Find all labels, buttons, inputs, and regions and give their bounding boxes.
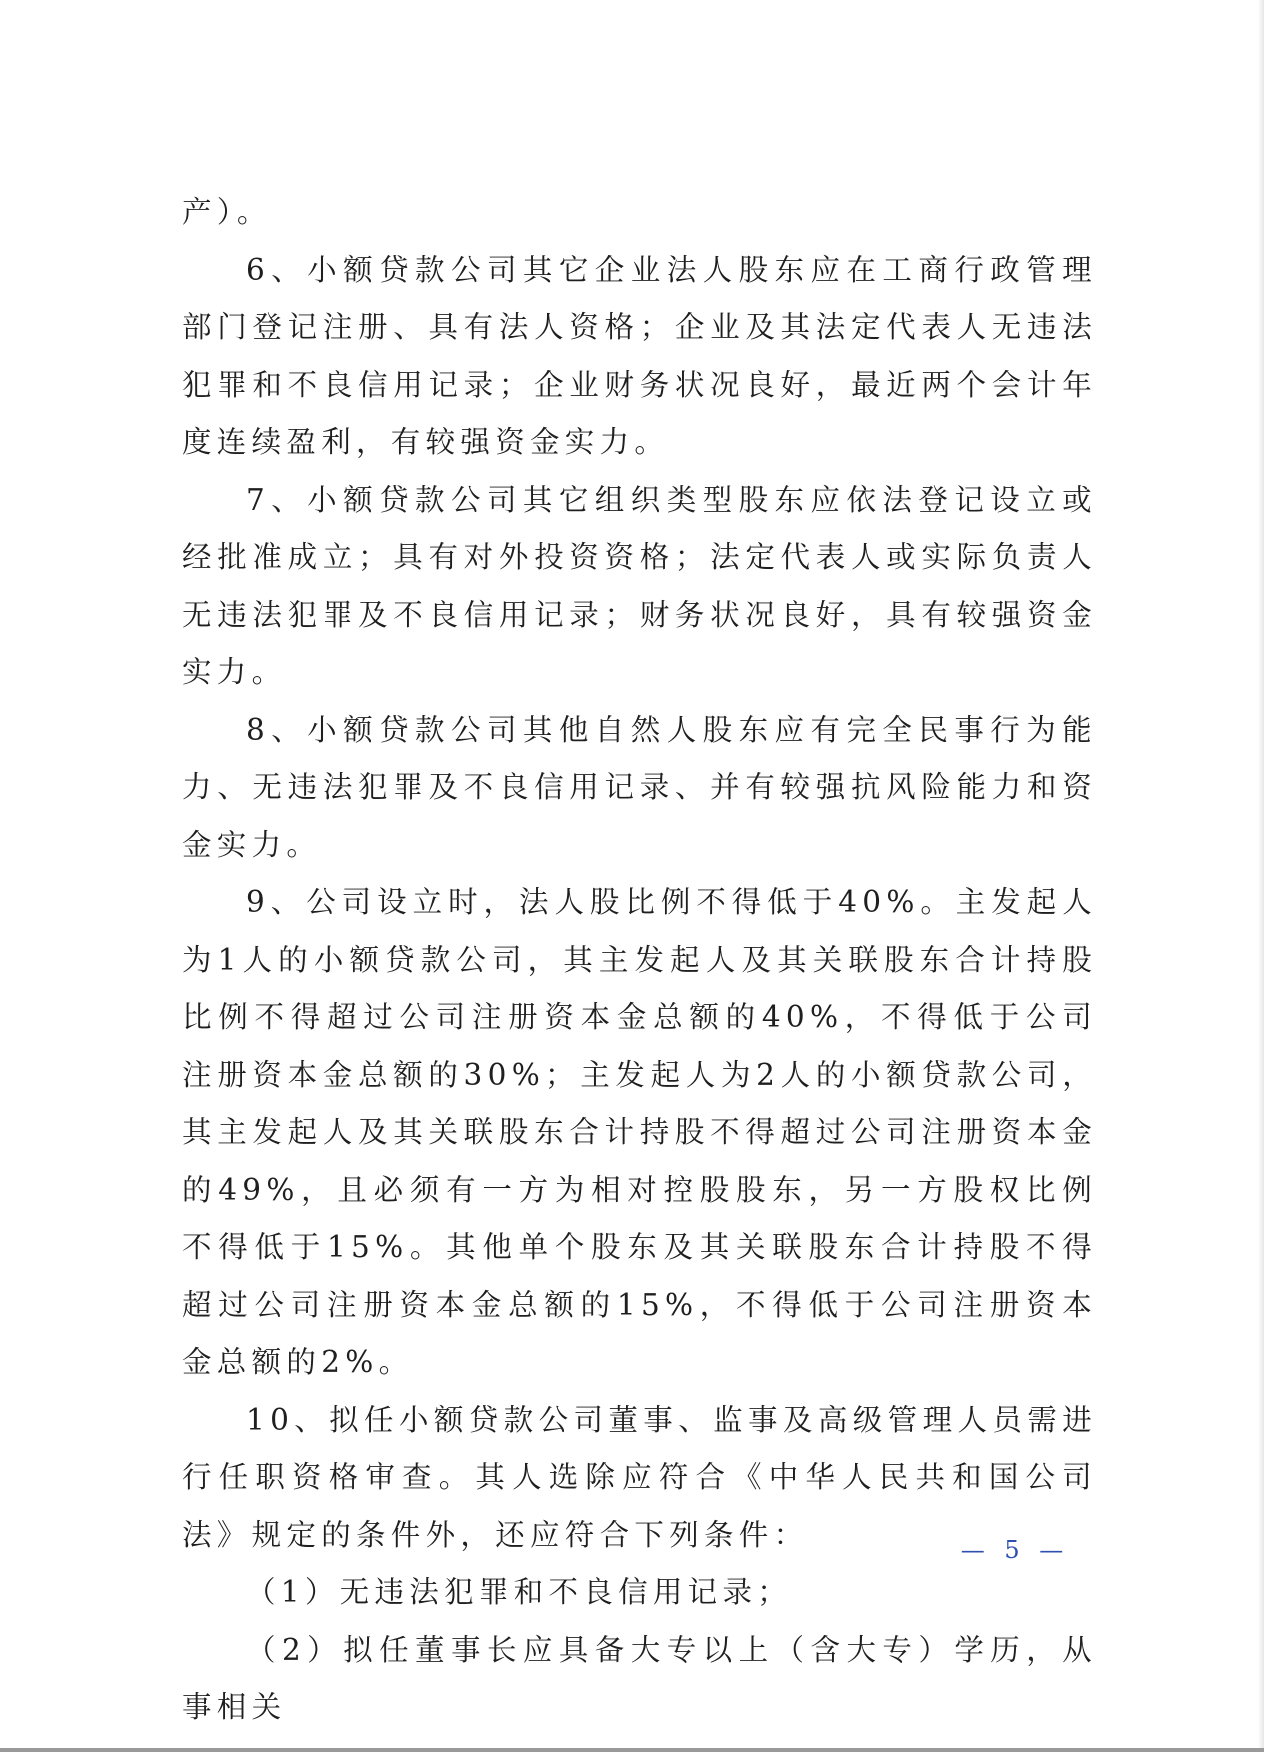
- sub-item-1: （1）无违法犯罪和不良信用记录；: [246, 1575, 793, 1609]
- paragraph-item-9: 9、公司设立时，法人股比例不得低于40%。主发起人为1人的小额贷款公司，其主发起人及其关联股东合计持股比例不得超过公司注册资本金总额的40%，不得低于公司注册资本金总额的30%；主发起人为2人的小额贷款公司，其主发起人及其关联股东合计持股不得超过公司注册资本金的49%，且必须有一方为相对控股股东，另一方股权比例不得低于15%。其他单个股东及其关联股东合计持股不得超过公司注册资本金总额的15%，不得低于公司注册资本金总额的2%。: [182, 885, 1097, 1379]
- scan-bottom-edge: [0, 1748, 1264, 1752]
- page-number: — 5 —: [960, 1536, 1070, 1564]
- paragraph-item-10: 10、拟任小额贷款公司董事、监事及高级管理人员需进行任职资格审查。其人选除应符合《中华人民共和国公司法》规定的条件外，还应符合下列条件：: [182, 1402, 1097, 1552]
- paragraph-continuation: 产）。: [182, 195, 272, 229]
- scan-edge: [1258, 0, 1264, 1752]
- document-body: [182, 184, 1097, 1737]
- paragraph-item-8: 8、小额贷款公司其他自然人股东应有完全民事行为能力、无违法犯罪及不良信用记录、并有较强抗风险能力和资金实力。: [182, 712, 1097, 862]
- paragraph-item-7: 7、小额贷款公司其它组织类型股东应依法登记设立或经批准成立；具有对外投资资格；法定代表人或实际负责人无违法犯罪及不良信用记录；财务状况良好，具有较强资金实力。: [182, 482, 1097, 689]
- paragraph-item-6: 6、小额贷款公司其它企业法人股东应在工商行政管理部门登记注册、具有法人资格；企业及其法定代表人无违法犯罪和不良信用记录；企业财务状况良好，最近两个会计年度连续盈利，有较强资金实力。: [182, 252, 1097, 459]
- sub-item-2: （2）拟任董事长应具备大专以上（含大专）学历，从事相关: [182, 1632, 1097, 1724]
